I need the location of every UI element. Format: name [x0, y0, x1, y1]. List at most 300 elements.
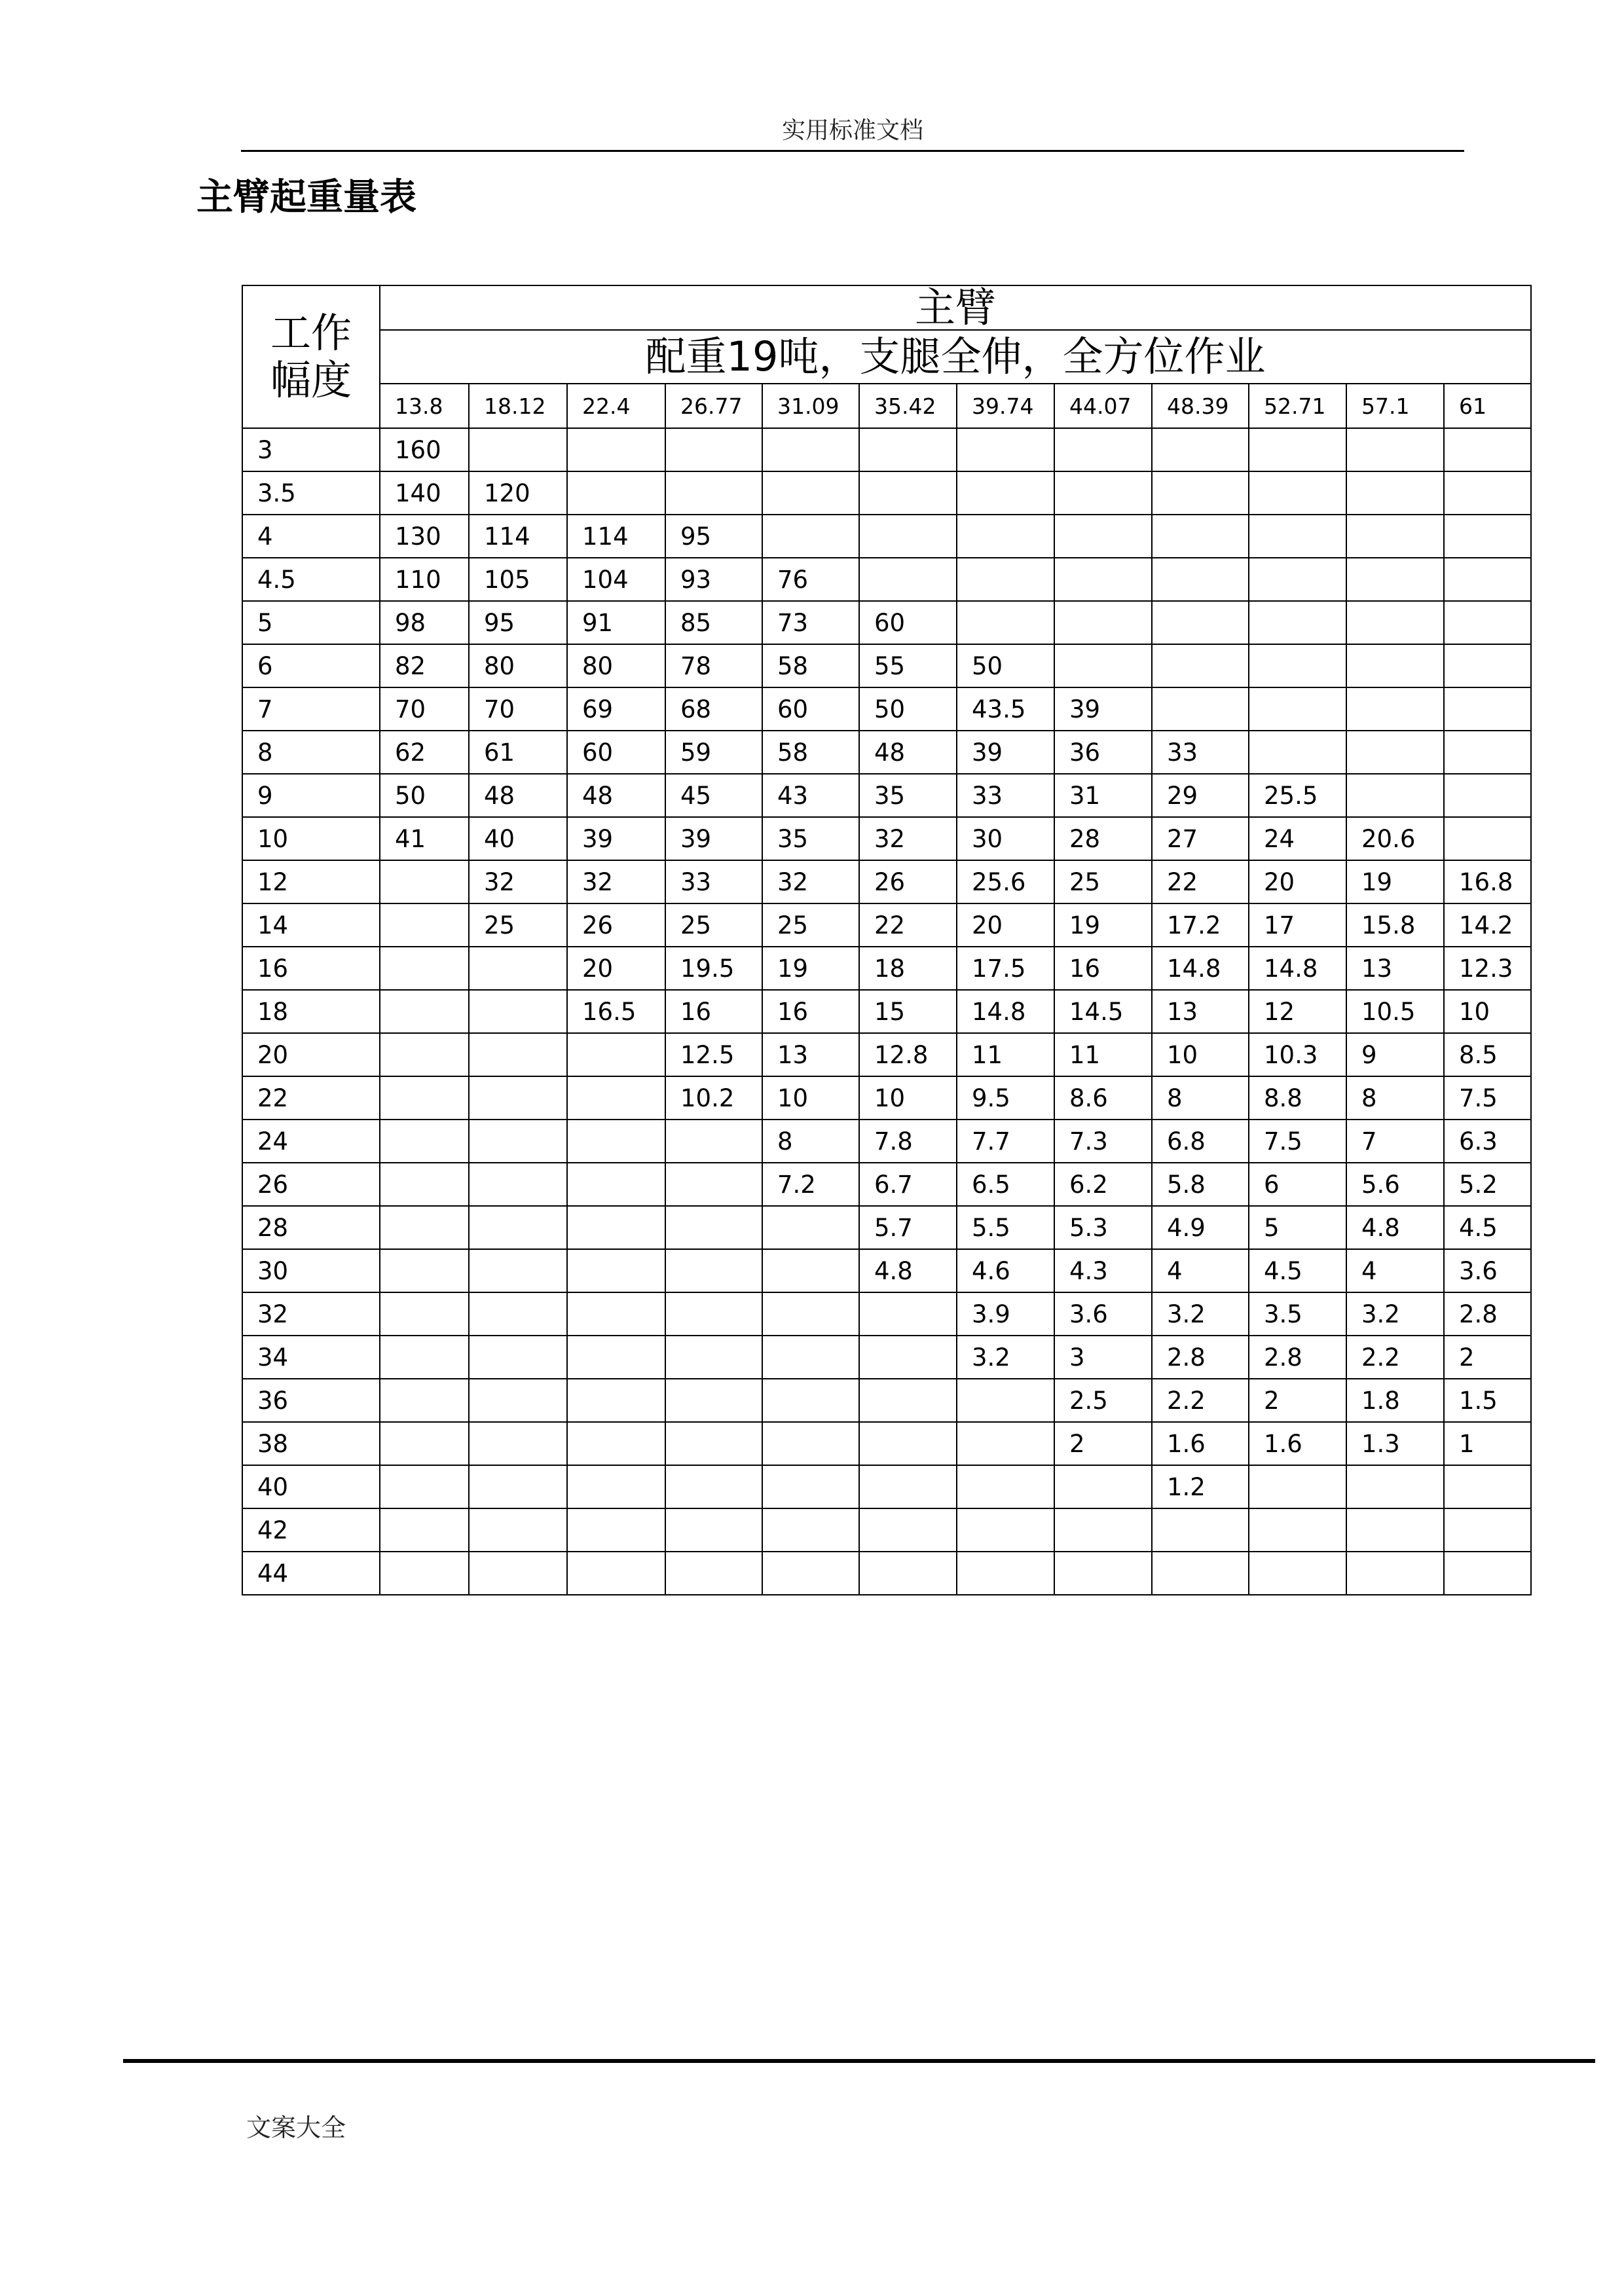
page-header: 实用标准文档 — [781, 117, 923, 144]
capacity-cell: 5.5 — [957, 1206, 1054, 1249]
capacity-cell: 2 — [1054, 1422, 1152, 1465]
capacity-cell — [1444, 774, 1531, 817]
capacity-cell — [665, 428, 762, 471]
capacity-cell — [567, 1336, 665, 1379]
capacity-cell: 62 — [380, 731, 469, 774]
capacity-cell — [957, 1552, 1054, 1595]
capacity-cell — [1054, 1552, 1152, 1595]
capacity-cell — [1346, 428, 1444, 471]
table-row — [242, 1336, 1531, 1379]
capacity-cell: 50 — [957, 644, 1054, 687]
capacity-cell: 19 — [762, 947, 859, 990]
capacity-cell — [469, 990, 567, 1033]
capacity-cell — [1152, 687, 1249, 731]
capacity-cell: 95 — [469, 601, 567, 644]
capacity-cell: 4.6 — [957, 1249, 1054, 1292]
table-body — [242, 428, 1531, 1595]
capacity-cell — [1249, 687, 1346, 731]
capacity-cell: 25 — [665, 903, 762, 947]
capacity-cell: 6.3 — [1444, 1120, 1531, 1163]
capacity-cell — [1152, 644, 1249, 687]
capacity-cell — [567, 1120, 665, 1163]
capacity-cell: 14.8 — [957, 990, 1054, 1033]
capacity-cell: 32 — [469, 860, 567, 903]
table-row — [242, 1465, 1531, 1508]
capacity-cell: 8 — [1346, 1076, 1444, 1120]
capacity-cell: 39 — [957, 731, 1054, 774]
capacity-cell: 9 — [1346, 1033, 1444, 1076]
capacity-cell: 17 — [1249, 903, 1346, 947]
capacity-cell: 22 — [859, 903, 957, 947]
capacity-cell: 61 — [469, 731, 567, 774]
capacity-cell: 16 — [665, 990, 762, 1033]
capacity-cell: 1.6 — [1249, 1422, 1346, 1465]
capacity-cell: 13 — [762, 1033, 859, 1076]
capacity-cell — [567, 471, 665, 515]
capacity-cell: 22 — [1152, 860, 1249, 903]
capacity-cell — [469, 1379, 567, 1422]
capacity-cell — [1444, 471, 1531, 515]
capacity-cell: 40 — [469, 817, 567, 860]
capacity-cell — [859, 1465, 957, 1508]
table-row — [242, 860, 1531, 903]
capacity-cell — [762, 1336, 859, 1379]
capacity-cell — [469, 1163, 567, 1206]
capacity-cell: 41 — [380, 817, 469, 860]
capacity-cell — [665, 1552, 762, 1595]
capacity-cell — [665, 471, 762, 515]
load-chart-table — [242, 285, 1532, 1595]
capacity-cell — [859, 1336, 957, 1379]
capacity-cell — [380, 990, 469, 1033]
capacity-cell — [1249, 1508, 1346, 1552]
table-row — [242, 774, 1531, 817]
radius-cell: 14 — [242, 903, 380, 947]
capacity-cell — [957, 1465, 1054, 1508]
radius-cell: 3 — [242, 428, 380, 471]
capacity-cell: 48 — [859, 731, 957, 774]
footer-rule — [123, 2059, 1595, 2063]
capacity-cell — [762, 1465, 859, 1508]
capacity-cell — [380, 1422, 469, 1465]
capacity-cell — [469, 1206, 567, 1249]
capacity-cell: 10.5 — [1346, 990, 1444, 1033]
capacity-cell: 2.5 — [1054, 1379, 1152, 1422]
capacity-cell — [567, 1552, 665, 1595]
capacity-cell: 27 — [1152, 817, 1249, 860]
capacity-cell: 12.5 — [665, 1033, 762, 1076]
capacity-cell — [1054, 558, 1152, 601]
capacity-cell: 82 — [380, 644, 469, 687]
radius-cell: 32 — [242, 1292, 380, 1336]
capacity-cell — [469, 1249, 567, 1292]
capacity-cell: 43.5 — [957, 687, 1054, 731]
radius-cell: 16 — [242, 947, 380, 990]
capacity-cell — [469, 1508, 567, 1552]
radius-cell: 24 — [242, 1120, 380, 1163]
capacity-cell — [665, 1249, 762, 1292]
table-row — [242, 817, 1531, 860]
capacity-cell — [567, 1465, 665, 1508]
capacity-cell: 14.8 — [1152, 947, 1249, 990]
capacity-cell — [380, 1206, 469, 1249]
capacity-cell: 3.6 — [1054, 1292, 1152, 1336]
footer-rule-thin — [123, 2062, 215, 2063]
capacity-cell — [380, 947, 469, 990]
capacity-cell — [1152, 471, 1249, 515]
table-row — [242, 947, 1531, 990]
page-footer: 文案大全 — [246, 2113, 346, 2142]
table-row — [242, 1120, 1531, 1163]
capacity-cell — [665, 1206, 762, 1249]
radius-cell: 36 — [242, 1379, 380, 1422]
capacity-cell: 7.8 — [859, 1120, 957, 1163]
radius-cell: 3.5 — [242, 471, 380, 515]
capacity-cell — [859, 1508, 957, 1552]
capacity-cell — [567, 1033, 665, 1076]
radius-cell: 26 — [242, 1163, 380, 1206]
capacity-cell: 1.3 — [1346, 1422, 1444, 1465]
capacity-cell: 33 — [957, 774, 1054, 817]
capacity-cell — [762, 1292, 859, 1336]
capacity-cell — [1346, 731, 1444, 774]
capacity-cell: 95 — [665, 515, 762, 558]
boom-length-header: 52.71 — [1249, 384, 1346, 428]
capacity-cell — [859, 1552, 957, 1595]
capacity-cell — [1444, 515, 1531, 558]
capacity-cell: 1.8 — [1346, 1379, 1444, 1422]
capacity-cell: 1 — [1444, 1422, 1531, 1465]
capacity-cell: 50 — [859, 687, 957, 731]
capacity-cell: 8 — [762, 1120, 859, 1163]
radius-cell: 20 — [242, 1033, 380, 1076]
capacity-cell: 29 — [1152, 774, 1249, 817]
capacity-cell: 7.2 — [762, 1163, 859, 1206]
capacity-cell: 78 — [665, 644, 762, 687]
capacity-cell: 32 — [859, 817, 957, 860]
capacity-cell: 105 — [469, 558, 567, 601]
capacity-cell: 85 — [665, 601, 762, 644]
capacity-cell: 11 — [1054, 1033, 1152, 1076]
capacity-cell: 91 — [567, 601, 665, 644]
capacity-cell: 10 — [762, 1076, 859, 1120]
capacity-cell: 10 — [859, 1076, 957, 1120]
capacity-cell — [859, 1422, 957, 1465]
capacity-cell — [380, 1249, 469, 1292]
radius-cell: 22 — [242, 1076, 380, 1120]
table-row — [242, 1206, 1531, 1249]
table-row — [242, 1163, 1531, 1206]
main-boom-header: 主臂 — [380, 285, 1531, 330]
capacity-cell — [1346, 687, 1444, 731]
capacity-cell — [1249, 515, 1346, 558]
table-row — [242, 731, 1531, 774]
capacity-cell: 58 — [762, 644, 859, 687]
capacity-cell: 3.2 — [1152, 1292, 1249, 1336]
table-row — [242, 471, 1531, 515]
capacity-cell — [380, 1379, 469, 1422]
capacity-cell — [1444, 1552, 1531, 1595]
capacity-cell: 110 — [380, 558, 469, 601]
capacity-cell: 130 — [380, 515, 469, 558]
capacity-cell: 16 — [762, 990, 859, 1033]
capacity-cell: 6 — [1249, 1163, 1346, 1206]
capacity-cell — [1346, 471, 1444, 515]
capacity-cell — [665, 1465, 762, 1508]
capacity-cell: 25.6 — [957, 860, 1054, 903]
capacity-cell — [567, 1206, 665, 1249]
table-row — [242, 1379, 1531, 1422]
capacity-cell: 20 — [1249, 860, 1346, 903]
capacity-cell: 3.9 — [957, 1292, 1054, 1336]
capacity-cell — [1444, 1508, 1531, 1552]
radius-cell: 44 — [242, 1552, 380, 1595]
capacity-cell: 7.5 — [1249, 1120, 1346, 1163]
capacity-cell: 6.7 — [859, 1163, 957, 1206]
capacity-cell — [469, 1336, 567, 1379]
boom-length-header: 18.12 — [469, 384, 567, 428]
table-row — [242, 687, 1531, 731]
capacity-cell — [567, 1076, 665, 1120]
corner-line: 工作 — [270, 309, 352, 357]
capacity-cell: 4.8 — [1346, 1206, 1444, 1249]
capacity-cell — [859, 1292, 957, 1336]
boom-length-header: 31.09 — [762, 384, 859, 428]
capacity-cell — [380, 1465, 469, 1508]
capacity-cell: 12.3 — [1444, 947, 1531, 990]
capacity-cell — [859, 428, 957, 471]
capacity-cell: 70 — [469, 687, 567, 731]
capacity-cell: 20 — [957, 903, 1054, 947]
capacity-cell: 48 — [469, 774, 567, 817]
radius-cell: 38 — [242, 1422, 380, 1465]
capacity-cell — [762, 428, 859, 471]
capacity-cell — [469, 1076, 567, 1120]
capacity-cell: 8.5 — [1444, 1033, 1531, 1076]
capacity-cell — [469, 1465, 567, 1508]
capacity-cell — [957, 428, 1054, 471]
capacity-cell — [762, 1249, 859, 1292]
table-row — [242, 428, 1531, 471]
capacity-cell — [1444, 558, 1531, 601]
capacity-cell: 5.2 — [1444, 1163, 1531, 1206]
capacity-cell — [469, 1120, 567, 1163]
capacity-cell — [380, 1552, 469, 1595]
capacity-cell: 4 — [1346, 1249, 1444, 1292]
capacity-cell: 10.3 — [1249, 1033, 1346, 1076]
capacity-cell — [1444, 817, 1531, 860]
capacity-cell: 39 — [567, 817, 665, 860]
capacity-cell — [380, 1120, 469, 1163]
capacity-cell — [957, 471, 1054, 515]
capacity-cell — [567, 1508, 665, 1552]
capacity-cell — [469, 947, 567, 990]
capacity-cell: 114 — [469, 515, 567, 558]
radius-cell: 4.5 — [242, 558, 380, 601]
capacity-cell: 3.2 — [957, 1336, 1054, 1379]
capacity-cell: 13 — [1346, 947, 1444, 990]
capacity-cell: 2.2 — [1346, 1336, 1444, 1379]
capacity-cell: 2 — [1249, 1379, 1346, 1422]
boom-length-header: 22.4 — [567, 384, 665, 428]
radius-cell: 8 — [242, 731, 380, 774]
radius-cell: 5 — [242, 601, 380, 644]
capacity-cell: 76 — [762, 558, 859, 601]
capacity-cell — [859, 558, 957, 601]
capacity-cell — [1152, 515, 1249, 558]
capacity-cell — [859, 1379, 957, 1422]
table-row — [242, 1292, 1531, 1336]
capacity-cell: 7.5 — [1444, 1076, 1531, 1120]
capacity-cell — [380, 1076, 469, 1120]
boom-length-row — [242, 384, 1531, 428]
capacity-cell: 4.9 — [1152, 1206, 1249, 1249]
capacity-cell: 5.6 — [1346, 1163, 1444, 1206]
capacity-cell — [469, 1033, 567, 1076]
capacity-cell: 31 — [1054, 774, 1152, 817]
radius-cell: 18 — [242, 990, 380, 1033]
capacity-cell — [469, 1552, 567, 1595]
capacity-cell: 4.5 — [1249, 1249, 1346, 1292]
capacity-cell — [567, 1379, 665, 1422]
header-rule — [241, 150, 1464, 152]
capacity-cell — [1346, 601, 1444, 644]
capacity-cell: 12 — [1249, 990, 1346, 1033]
counterweight-condition-header: 配重19吨，支腿全伸，全方位作业 — [380, 330, 1531, 384]
capacity-cell: 25.5 — [1249, 774, 1346, 817]
boom-length-header: 35.42 — [859, 384, 957, 428]
capacity-cell: 9.5 — [957, 1076, 1054, 1120]
capacity-cell: 93 — [665, 558, 762, 601]
boom-length-header: 61 — [1444, 384, 1531, 428]
capacity-cell: 5.3 — [1054, 1206, 1152, 1249]
capacity-cell — [1152, 428, 1249, 471]
capacity-cell — [380, 903, 469, 947]
capacity-cell: 14.8 — [1249, 947, 1346, 990]
capacity-cell: 20.6 — [1346, 817, 1444, 860]
capacity-cell — [957, 1422, 1054, 1465]
capacity-cell: 98 — [380, 601, 469, 644]
capacity-cell: 36 — [1054, 731, 1152, 774]
table-row — [242, 990, 1531, 1033]
capacity-cell: 104 — [567, 558, 665, 601]
table-row — [242, 558, 1531, 601]
capacity-cell: 17.5 — [957, 947, 1054, 990]
capacity-cell: 2.8 — [1444, 1292, 1531, 1336]
capacity-cell — [1444, 1465, 1531, 1508]
capacity-cell: 17.2 — [1152, 903, 1249, 947]
capacity-cell: 10 — [1444, 990, 1531, 1033]
capacity-cell: 8.6 — [1054, 1076, 1152, 1120]
radius-cell: 4 — [242, 515, 380, 558]
capacity-cell — [665, 1120, 762, 1163]
capacity-cell: 14.2 — [1444, 903, 1531, 947]
capacity-cell: 60 — [859, 601, 957, 644]
capacity-cell: 10 — [1152, 1033, 1249, 1076]
capacity-cell — [567, 1292, 665, 1336]
capacity-cell: 58 — [762, 731, 859, 774]
capacity-cell: 80 — [567, 644, 665, 687]
capacity-cell — [1444, 428, 1531, 471]
capacity-cell: 68 — [665, 687, 762, 731]
capacity-cell: 73 — [762, 601, 859, 644]
capacity-cell: 59 — [665, 731, 762, 774]
capacity-cell — [1249, 428, 1346, 471]
capacity-cell: 2.2 — [1152, 1379, 1249, 1422]
table-row — [242, 1508, 1531, 1552]
capacity-cell: 2.8 — [1249, 1336, 1346, 1379]
capacity-cell — [1054, 1508, 1152, 1552]
capacity-cell: 10.2 — [665, 1076, 762, 1120]
capacity-cell — [1152, 1552, 1249, 1595]
capacity-cell: 33 — [1152, 731, 1249, 774]
capacity-cell: 50 — [380, 774, 469, 817]
capacity-cell: 25 — [469, 903, 567, 947]
capacity-cell — [957, 515, 1054, 558]
capacity-cell: 3.5 — [1249, 1292, 1346, 1336]
capacity-cell: 26 — [859, 860, 957, 903]
capacity-cell — [1346, 558, 1444, 601]
capacity-cell — [1346, 1465, 1444, 1508]
capacity-cell: 7 — [1346, 1120, 1444, 1163]
capacity-cell — [567, 1249, 665, 1292]
capacity-cell: 70 — [380, 687, 469, 731]
capacity-cell — [1152, 601, 1249, 644]
radius-cell: 6 — [242, 644, 380, 687]
working-radius-header — [242, 285, 380, 428]
capacity-cell: 26 — [567, 903, 665, 947]
capacity-cell — [1249, 1465, 1346, 1508]
radius-cell: 42 — [242, 1508, 380, 1552]
capacity-cell — [1346, 644, 1444, 687]
capacity-cell: 12.8 — [859, 1033, 957, 1076]
capacity-cell — [665, 1163, 762, 1206]
capacity-cell — [1249, 471, 1346, 515]
capacity-cell: 20 — [567, 947, 665, 990]
capacity-cell — [1152, 1508, 1249, 1552]
table-row — [242, 1552, 1531, 1595]
capacity-cell — [1249, 601, 1346, 644]
capacity-cell — [380, 1292, 469, 1336]
radius-cell: 10 — [242, 817, 380, 860]
boom-length-header: 13.8 — [380, 384, 469, 428]
radius-cell: 34 — [242, 1336, 380, 1379]
capacity-cell — [1346, 1508, 1444, 1552]
table-row — [242, 1249, 1531, 1292]
capacity-cell: 120 — [469, 471, 567, 515]
capacity-cell — [380, 1508, 469, 1552]
capacity-cell — [665, 1379, 762, 1422]
capacity-cell: 55 — [859, 644, 957, 687]
capacity-cell: 4.3 — [1054, 1249, 1152, 1292]
document-title: 主臂起重量表 — [196, 176, 416, 219]
boom-length-header: 48.39 — [1152, 384, 1249, 428]
capacity-cell — [1249, 1552, 1346, 1595]
capacity-cell — [957, 1508, 1054, 1552]
capacity-cell — [380, 1336, 469, 1379]
capacity-cell: 8.8 — [1249, 1076, 1346, 1120]
capacity-cell: 11 — [957, 1033, 1054, 1076]
capacity-cell — [957, 601, 1054, 644]
capacity-cell — [859, 515, 957, 558]
capacity-cell — [1054, 601, 1152, 644]
capacity-cell: 35 — [859, 774, 957, 817]
capacity-cell — [1054, 644, 1152, 687]
boom-length-header: 57.1 — [1346, 384, 1444, 428]
capacity-cell: 8 — [1152, 1076, 1249, 1120]
capacity-cell: 2.8 — [1152, 1336, 1249, 1379]
capacity-cell — [1346, 774, 1444, 817]
